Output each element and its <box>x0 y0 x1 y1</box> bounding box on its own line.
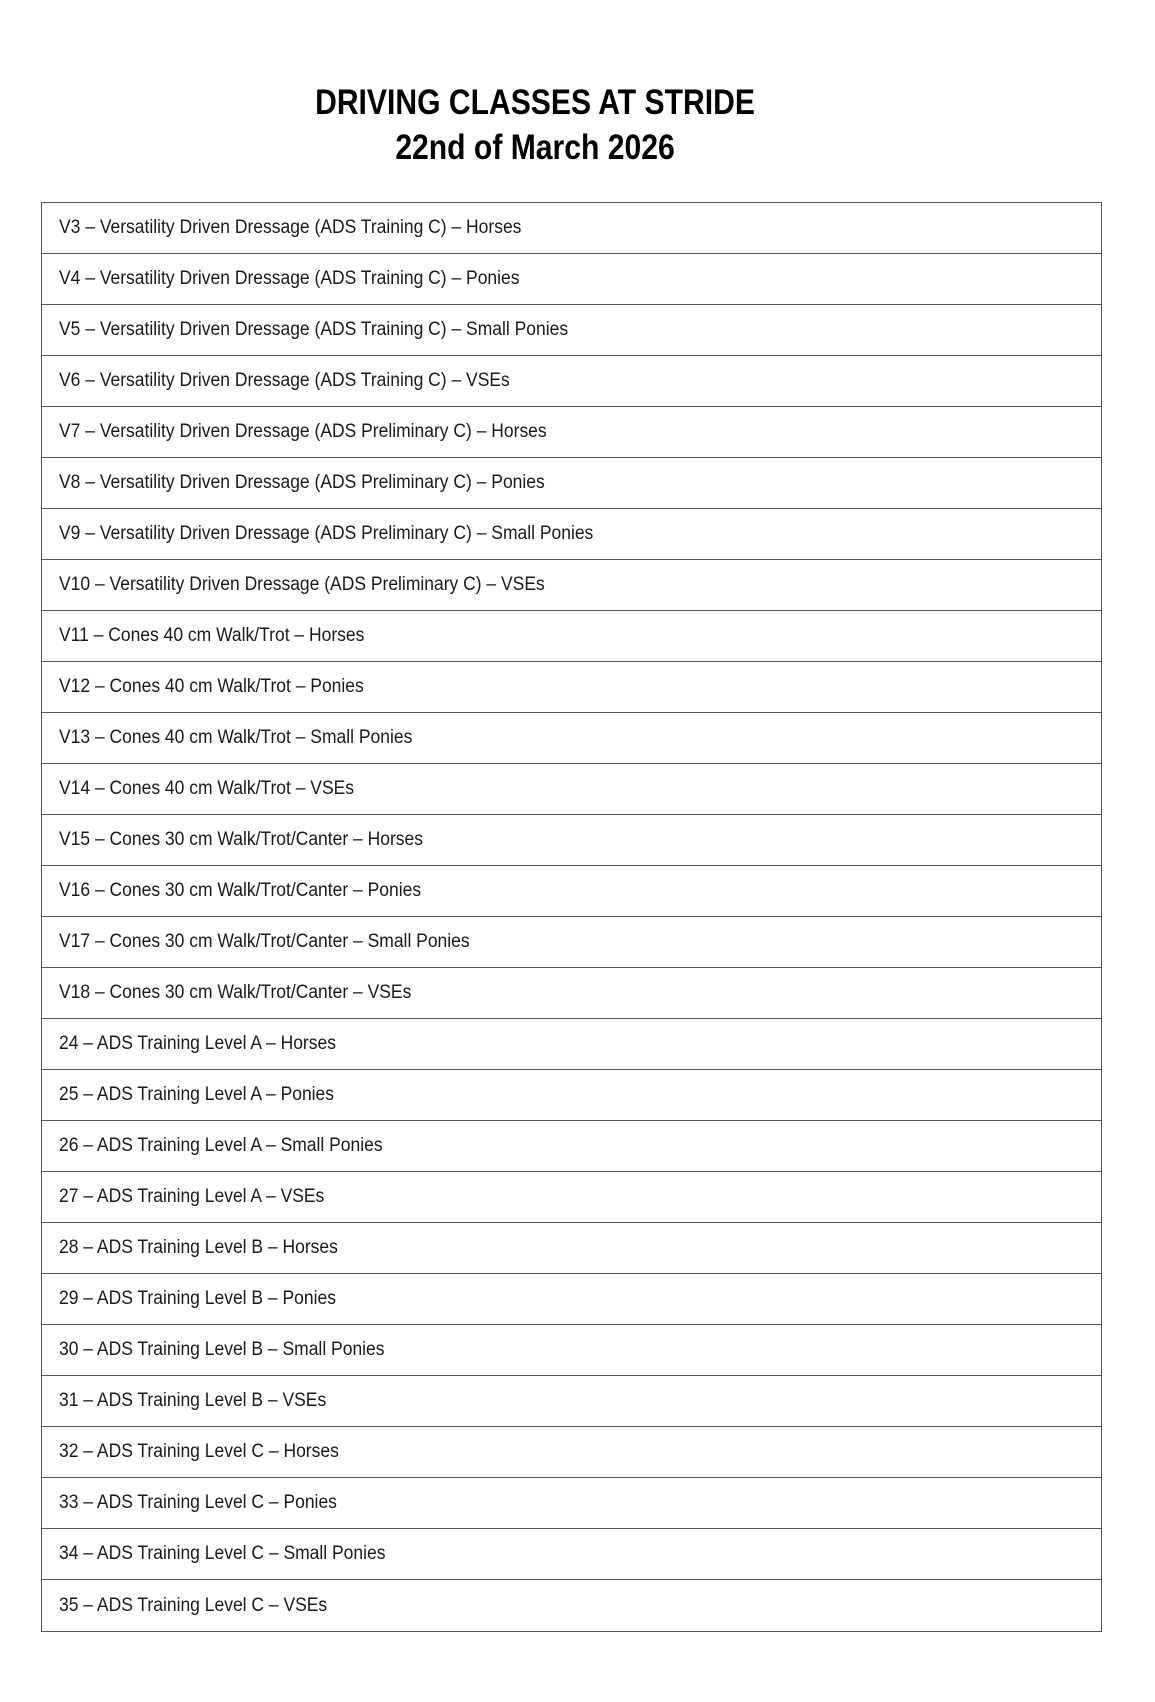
table-row <box>42 1223 1101 1274</box>
table-row <box>42 1172 1101 1223</box>
table-row <box>42 1274 1101 1325</box>
class-name: 24 – ADS Training Level A – Horses <box>59 1033 336 1054</box>
table-row <box>42 356 1101 407</box>
table-row <box>42 1019 1101 1070</box>
class-name: V8 – Versatility Driven Dressage (ADS Preliminary C) – Ponies <box>59 472 545 493</box>
class-name: V10 – Versatility Driven Dressage (ADS Preliminary C) – VSEs <box>59 574 545 595</box>
table-row <box>42 458 1101 509</box>
table-row <box>42 1376 1101 1427</box>
table-row <box>42 713 1101 764</box>
table-row <box>42 917 1101 968</box>
class-name: V12 – Cones 40 cm Walk/Trot – Ponies <box>59 676 364 697</box>
table-row <box>42 1529 1101 1580</box>
class-name: V11 – Cones 40 cm Walk/Trot – Horses <box>59 625 365 646</box>
table-row <box>42 203 1101 254</box>
class-name: V6 – Versatility Driven Dressage (ADS Training C) – VSEs <box>59 370 510 391</box>
table-row <box>42 968 1101 1019</box>
event-date: 22nd of March 2026 <box>395 128 675 167</box>
table-row <box>42 1478 1101 1529</box>
class-name: V4 – Versatility Driven Dressage (ADS Training C) – Ponies <box>59 268 520 289</box>
table-row <box>42 611 1101 662</box>
class-name: 29 – ADS Training Level B – Ponies <box>59 1288 336 1309</box>
class-name: 28 – ADS Training Level B – Horses <box>59 1237 338 1258</box>
table-row <box>42 407 1101 458</box>
class-name: V3 – Versatility Driven Dressage (ADS Training C) – Horses <box>59 217 522 238</box>
class-name: V9 – Versatility Driven Dressage (ADS Preliminary C) – Small Ponies <box>59 523 594 544</box>
class-name: 31 – ADS Training Level B – VSEs <box>59 1390 327 1411</box>
class-name: 26 – ADS Training Level A – Small Ponies <box>59 1135 383 1156</box>
class-name: 35 – ADS Training Level C – VSEs <box>59 1594 328 1616</box>
table-row <box>42 662 1101 713</box>
class-name: V5 – Versatility Driven Dressage (ADS Training C) – Small Ponies <box>59 319 569 340</box>
class-name: 34 – ADS Training Level C – Small Ponies <box>59 1543 386 1564</box>
class-name: V14 – Cones 40 cm Walk/Trot – VSEs <box>59 778 355 799</box>
table-row <box>42 305 1101 356</box>
page-title: DRIVING CLASSES AT STRIDE <box>315 83 755 122</box>
classes-table <box>41 202 1102 1632</box>
class-name: 30 – ADS Training Level B – Small Ponies <box>59 1339 385 1360</box>
class-name: V15 – Cones 30 cm Walk/Trot/Canter – Horses <box>59 829 423 850</box>
table-row <box>42 1427 1101 1478</box>
table-row <box>42 1325 1101 1376</box>
table-row <box>42 1121 1101 1172</box>
table-row <box>42 560 1101 611</box>
class-name: V7 – Versatility Driven Dressage (ADS Preliminary C) – Horses <box>59 421 547 442</box>
table-row <box>42 1070 1101 1121</box>
class-name: 32 – ADS Training Level C – Horses <box>59 1441 339 1462</box>
table-row <box>42 764 1101 815</box>
table-row <box>42 509 1101 560</box>
class-name: V17 – Cones 30 cm Walk/Trot/Canter – Small Ponies <box>59 931 470 952</box>
page-header <box>250 80 820 170</box>
class-name: V16 – Cones 30 cm Walk/Trot/Canter – Ponies <box>59 880 422 901</box>
table-row <box>42 254 1101 305</box>
class-name: 33 – ADS Training Level C – Ponies <box>59 1492 337 1513</box>
table-row <box>42 866 1101 917</box>
class-name: 25 – ADS Training Level A – Ponies <box>59 1084 335 1105</box>
table-row <box>42 1580 1101 1631</box>
class-name: V18 – Cones 30 cm Walk/Trot/Canter – VSEs <box>59 982 412 1003</box>
class-name: 27 – ADS Training Level A – VSEs <box>59 1186 325 1207</box>
table-row <box>42 815 1101 866</box>
class-name: V13 – Cones 40 cm Walk/Trot – Small Ponies <box>59 727 413 748</box>
